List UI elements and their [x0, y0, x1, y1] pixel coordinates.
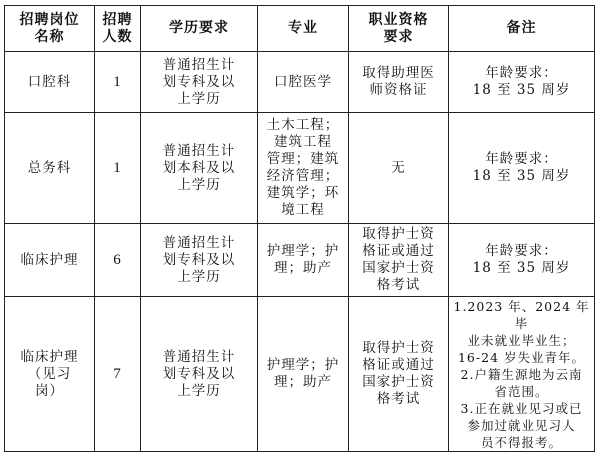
headcount-cell: 1: [95, 113, 141, 224]
header-position-name: 招聘岗位 名称: [5, 6, 95, 52]
header-major: 专业: [258, 6, 349, 52]
header-headcount: 招聘 人数: [95, 6, 141, 52]
education-cell: 普通招生计 划专科及以 上学历: [141, 52, 258, 113]
remarks-cell: 年龄要求： 18 至 35 周岁: [449, 224, 595, 297]
header-row: [5, 6, 595, 52]
major-cell: 土木工程； 建筑工程 管理；建筑 经济管理； 建筑学；环 境工程: [258, 113, 349, 224]
position-name-cell: 总务科: [5, 113, 95, 224]
education-cell: 普通招生计 划本科及以 上学历: [141, 113, 258, 224]
major-cell: 护理学；护 理；助产: [258, 224, 349, 297]
major-cell: 口腔医学: [258, 52, 349, 113]
position-name-cell: 口腔科: [5, 52, 95, 113]
recruitment-table: [4, 5, 595, 452]
qualification-cell: 无: [349, 113, 449, 224]
table-row: [5, 52, 595, 113]
headcount-cell: 1: [95, 52, 141, 113]
table-row: [5, 224, 595, 297]
qualification-cell: 取得护士资 格证或通过 国家护士资 格考试: [349, 224, 449, 297]
header-remarks: 备注: [449, 6, 595, 52]
qualification-cell: 取得助理医 师资格证: [349, 52, 449, 113]
remarks-cell: 1.2023 年、2024 年毕 业未就业毕业生； 16-24 岁失业青年。 2.户籍生源地为云南 省范围。 3.正在就业见习或已 参加过就业见习人 员不得报考。: [449, 297, 595, 452]
table-row: [5, 297, 595, 452]
header-qualification: 职业资格 要求: [349, 6, 449, 52]
table-row: [5, 113, 595, 224]
qualification-cell: 取得护士资 格证或通过 国家护士资 格考试: [349, 297, 449, 452]
remarks-cell: 年龄要求： 18 至 35 周岁: [449, 113, 595, 224]
education-cell: 普通招生计 划专科及以 上学历: [141, 224, 258, 297]
position-name-cell: 临床护理: [5, 224, 95, 297]
education-cell: 普通招生计 划专科及以 上学历: [141, 297, 258, 452]
headcount-cell: 7: [95, 297, 141, 452]
major-cell: 护理学；护 理；助产: [258, 297, 349, 452]
header-education: 学历要求: [141, 6, 258, 52]
headcount-cell: 6: [95, 224, 141, 297]
remarks-cell: 年龄要求： 18 至 35 周岁: [449, 52, 595, 113]
position-name-cell: 临床护理 （见习 岗）: [5, 297, 95, 452]
